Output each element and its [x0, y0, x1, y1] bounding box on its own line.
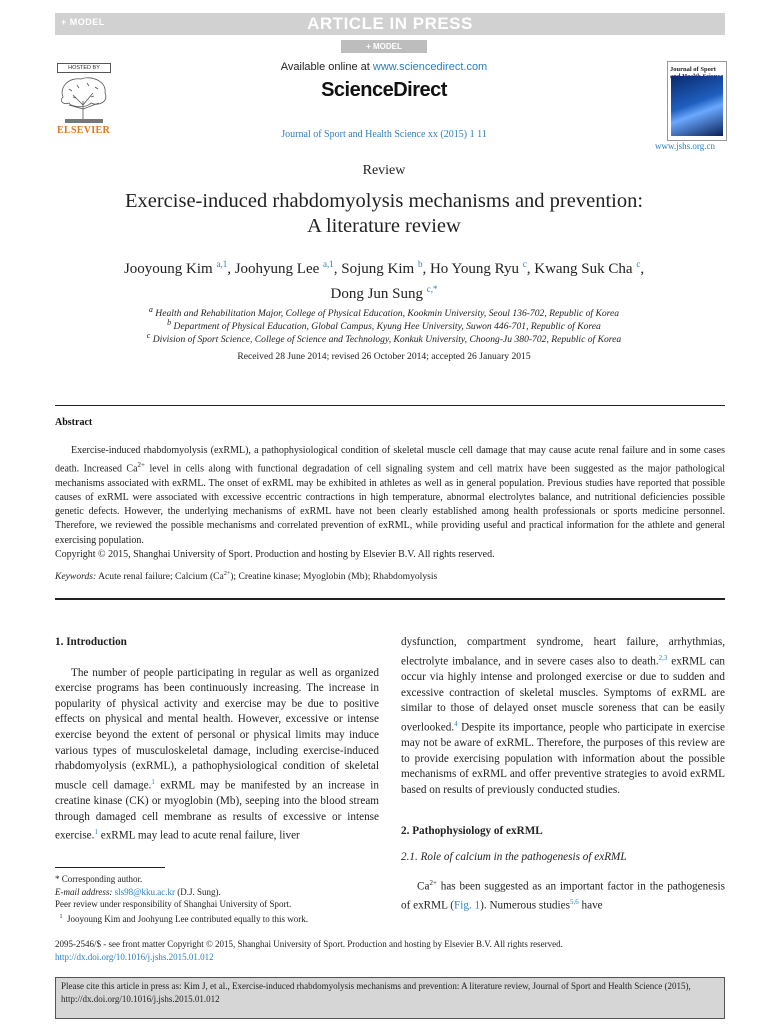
sciencedirect-wordmark: ScienceDirect — [321, 79, 447, 101]
ref-1b[interactable]: 1 — [94, 828, 98, 837]
journal-cover[interactable] — [667, 61, 727, 141]
divider-bottom — [55, 598, 725, 600]
elsevier-wordmark: ELSEVIER — [57, 125, 110, 136]
affiliation-b: $^b$ Department of Physical Education, Global Campus, Kyung Hee University, Suwon 446-701, Republic of Korea — [167, 318, 601, 333]
author-affiliation-mark[interactable]: c — [522, 259, 527, 269]
title-line-2: A literature review — [307, 215, 461, 237]
title-line-1: Exercise-induced rhabdomyolysis mechanisms and prevention: — [124, 190, 644, 212]
author-2: Sojung Kim — [341, 261, 415, 277]
abstract-body: Exercise-induced rhabdomyolysis (exRML), a pathophysiological condition of skeletal muscle cell damage that may cause acute renal failure and in some cases death. Increased $Ca^{2+}$ level in cells along with functional degradation of cell signaling system and cell matrix have been suggested as the major pathological mechanisms associated with exRML. The onset of exRML may be exhibited in athletes as well as in general population. Previous studies have reported that possible causes of exRML were associated with excessive eccentric contractions in high temperature, abnormal electrolytes balance, and nutritional deficiencies possible genetic defects. However, the underlying mechanisms of exRML have not been clearly established among health professionals or sports medicine personnel. Therefore, we reviewed the possible mechanisms and correlated prevention of exRML, while providing useful and practical information for the athlete and general exercising population. Copyright © 2015, Shanghai University of Sport. Production and hosting by Elsevier B.V. All rights reserved. — [55, 444, 725, 562]
email-line: E-mail address: sls98@kku.ac.kr (D.J. Sung). — [55, 886, 221, 897]
affiliation-c: $^c$ Division of Sport Science, College of Science and Technology, Konkuk University, Choong-Ju 380-702, Republic of Korea — [146, 331, 622, 346]
received-dates: Received 28 June 2014; revised 26 October 2014; accepted 26 January 2015 — [237, 351, 531, 362]
abstract-heading: Abstract — [55, 417, 93, 428]
keywords: Keywords: Acute renal failure; Calcium $(Ca^{2+})$; Creatine kinase; Myoglobin (Mb); Rhabdomyolysis — [55, 571, 438, 583]
intro-continued: dysfunction, compartment syndrome, heart failure, arrhythmias, electrolyte imbalance, and in severe cases also to death.$^{2,3}$ exRML can occur via highly intense and prolonged exercise or due to sudden and excessive contraction of skeletal muscles. Symptoms of exRML are similar to those of delayed onset muscle soreness that can be easily overlooked.$^4$ Despite its importance, people who participate in exercise may not be aware of exRML. Therefore, the purposes of this review are to provide exercising population with information about the possible mechanisms of exRML and offer preventive strategies to avoid exRML based on results of previously conducted studies. — [401, 636, 726, 796]
author-affiliation-mark[interactable]: b — [417, 259, 423, 269]
journal-url-link[interactable]: www.jshs.org.cn — [655, 141, 715, 151]
model-badge: + MODEL — [341, 40, 427, 53]
journal-citation-line[interactable]: Journal of Sport and Health Science xx (2015) 1 11 — [281, 129, 487, 140]
author-affiliation-mark[interactable]: c,* — [426, 284, 438, 294]
author-4: Kwang Suk Cha — [534, 261, 633, 277]
abstract-copyright: Copyright © 2015, Shanghai University of Sport. Production and hosting by Elsevier B.V. All rights reserved. — [55, 548, 495, 560]
corresponding-author: * Corresponding author. — [55, 874, 143, 884]
author-separator: , — [526, 261, 535, 277]
footnote-rule — [55, 867, 165, 868]
equal-contribution-note: $^1$ Jooyoung Kim and Joohyung Lee contributed equally to this work. — [59, 913, 308, 924]
available-online — [0, 61, 768, 73]
citation-box — [55, 977, 725, 1019]
author-0: Jooyoung Kim — [123, 261, 213, 277]
citation-text: Please cite this article in press as: Kim J, et al., Exercise-induced rhabdomyolysis mechanisms and prevention: A literature review, Journal of Sport and Health Science (2015), http://dx.doi.org/10.1016/j.jshs.2015.01.012 — [61, 981, 691, 1004]
author-affiliation-mark[interactable]: a,1 — [216, 259, 228, 269]
footer-copyright — [55, 938, 725, 963]
author-separator: , — [227, 261, 235, 277]
author-5: Dong Jun Sung — [330, 286, 423, 302]
article-title — [60, 189, 708, 239]
ref-1[interactable]: 1 — [151, 777, 155, 786]
calcium-subheading: 2.1. Role of calcium in the pathogenesis of exRML — [401, 851, 627, 863]
author-separator: , — [333, 261, 342, 277]
article-in-press-banner — [55, 13, 725, 35]
author-3: Ho Young Ryu — [429, 261, 519, 277]
author-affiliation-mark[interactable]: c — [636, 259, 641, 269]
sciencedirect-link[interactable]: www.sciencedirect.com — [372, 61, 488, 73]
cover-image — [671, 76, 723, 136]
right-column — [401, 635, 725, 914]
intro-heading: 1. Introduction — [55, 636, 127, 648]
fig-1-link[interactable]: Fig. 1 — [454, 899, 481, 912]
intro-paragraph: The number of people participating in regular as well as organized exercise programs has been continuously increasing. The increase in popularity of physical activity and exercise may be due to positive effects on physical and mental health. However, excessive or intense exercise beyond the extent of personal or physical limits may induce various types of musculoskeletal damage, including exercise-induced rhabdomyolysis (exRML), a pathophysiological condition of skeletal muscle cell damage.$^1$ exRML may be manifested by an increase in creatine kinase (CK) or myoglobin (Mb), seeping into the blood stream through damaged cell membrane as results of excessive or intense exercise.$^1$ exRML may lead to acute renal failure, liver — [55, 666, 379, 842]
author-1: Joohyung Lee — [234, 261, 320, 277]
author-separator: , — [640, 261, 645, 277]
pathophysiology-heading: 2. Pathophysiology of exRML — [401, 825, 543, 838]
peer-review-note: Peer review under responsibility of Shanghai University of Sport. — [55, 899, 292, 909]
article-type: Review — [362, 163, 406, 178]
doi-link[interactable]: http://dx.doi.org/10.1016/j.jshs.2015.01.012 — [55, 951, 214, 962]
ref-2-3[interactable]: 2,3 — [658, 653, 668, 662]
author-list — [60, 254, 708, 304]
author-affiliation-mark[interactable]: a,1 — [323, 259, 334, 269]
cover-title: Journal of Sport — [670, 66, 716, 73]
left-column — [55, 635, 379, 845]
calcium-paragraph: $Ca^{2+}$ has been suggested as an important factor in the pathogenesis of exRML (Fig. 1). Numerous studies$^{5,6}$ have — [401, 878, 725, 912]
ref-5-6[interactable]: 5,6 — [569, 897, 579, 906]
hosted-by-label: HOSTED BY — [57, 63, 111, 73]
banner-text: ARTICLE IN PRESS — [307, 14, 473, 33]
divider-top — [55, 405, 725, 406]
footnotes — [55, 873, 385, 925]
issn-line: 2095-2546/$ - see front matter Copyright © 2015, Shanghai University of Sport. Production and hosting by Elsevier B.V. All rights reserved. — [55, 939, 563, 949]
email-link[interactable]: sls98@kku.ac.kr — [114, 886, 175, 897]
model-label: + MODEL — [61, 17, 105, 27]
ref-4[interactable]: 4 — [454, 719, 458, 728]
author-separator: , — [422, 261, 430, 277]
available-prefix: Available online at — [280, 61, 373, 73]
affiliation-a: $^a$ Health and Rehabilitation Major, College of Physical Education, Kookmin University, Seoul 136-702, Republic of Korea — [148, 305, 620, 320]
